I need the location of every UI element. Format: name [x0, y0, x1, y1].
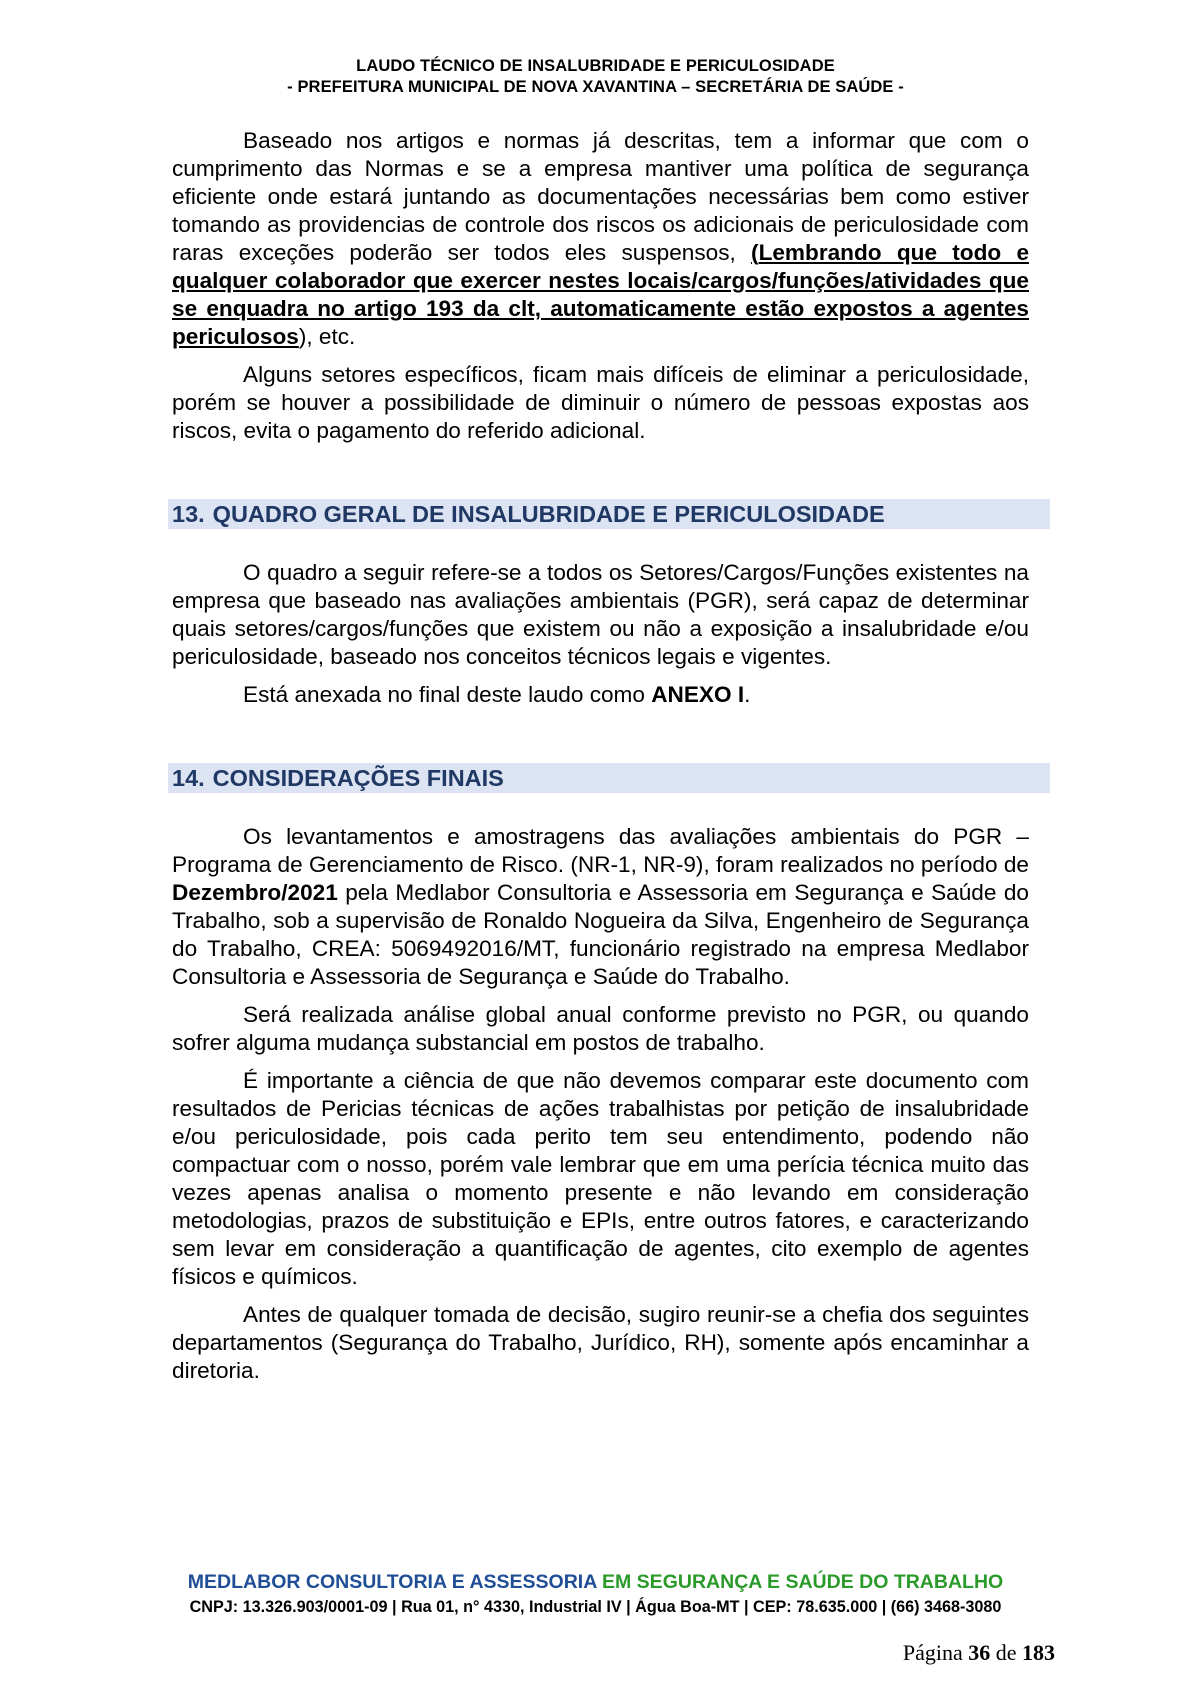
- page-current: 36: [968, 1640, 991, 1665]
- paragraph-pericias: É importante a ciência de que não devemos comparar este documento com resultados de Pericias técnicas de ações trabalhistas por petição de insalubridade e/ou periculosidade, pois cada perito tem seu entendimento, podendo não compactuar com o nosso, porém vale lembrar que em uma perícia técnica muito das vezes apenas analisa o momento presente e não levando em consideração metodologias, prazos de substituição e EPIs, entre outros fatores, e caracterizando sem levar em consideração a quantificação de agentes, cito exemplo de agentes físicos e químicos.: [172, 1068, 1029, 1289]
- page-header: [0, 56, 1191, 98]
- header-subtitle: - PREFEITURA MUNICIPAL DE NOVA XAVANTINA – SECRETÁRIA DE SAÚDE -: [287, 78, 904, 96]
- page-separator: de: [990, 1640, 1022, 1665]
- emphasis-paren-close: ): [298, 324, 307, 349]
- footer-address: CNPJ: 13.326.903/0001-09 | Rua 01, n° 4330, Industrial IV | Água Boa-MT | CEP: 78.635.000 | (66) 3468-3080: [189, 1598, 1002, 1616]
- paragraph-text: Está anexada no final deste laudo como: [243, 682, 652, 707]
- section-heading-14: [168, 763, 1050, 793]
- document-body: [172, 127, 1029, 1395]
- section-number: 13.: [172, 501, 205, 527]
- paragraph-text-end: pela Medlabor Consultoria e Assessoria em Segurança e Saúde do Trabalho, sob a supervisão de Ronaldo Nogueira da Silva, Engenheiro de Segurança do Trabalho, CREA: 5069492016/MT, funcionário registrado na empresa Medlabor Consultoria e Assessoria de Segurança e Saúde do Trabalho.: [172, 880, 1029, 989]
- paragraph-analise-global: Será realizada análise global anual conforme previsto no PGR, ou quando sofrer alguma mudança substancial em postos de trabalho.: [172, 1002, 1029, 1055]
- header-title: LAUDO TÉCNICO DE INSALUBRIDADE E PERICULOSIDADE: [356, 57, 835, 75]
- paragraph-text: Baseado nos artigos e normas já descritas, tem a informar que com o cumprimento das Normas e se a empresa mantiver uma política de segurança eficiente onde estará juntando as documentações necessárias bem como estiver tomando as providencias de controle dos riscos os adicionais de periculosidade com raras exceções poderão ser todos eles suspensos,: [172, 128, 1029, 265]
- paragraph-quadro: O quadro a seguir refere-se a todos os Setores/Cargos/Funções existentes na empresa que baseado nas avaliações ambientais (PGR), será capaz de determinar quais setores/cargos/funções que existem ou não a exposição a insalubridade e/ou periculosidade, baseado nos conceitos técnicos legais e vigentes.: [172, 560, 1029, 669]
- paragraph-text-end: , etc.: [306, 324, 356, 349]
- paragraph-setores-especificos: Alguns setores específicos, ficam mais difíceis de eliminar a periculosidade, porém se houver a possibilidade de diminuir o número de pessoas expostas aos riscos, evita o pagamento do referido adicional.: [172, 362, 1029, 443]
- paragraph-text: Os levantamentos e amostragens das avaliações ambientais do PGR – Programa de Gerenciamento de Risco. (NR-1, NR-9), foram realizados no período de: [172, 824, 1029, 877]
- paragraph-text-end: .: [744, 682, 751, 707]
- section-title: QUADRO GERAL DE INSALUBRIDADE E PERICULOSIDADE: [212, 501, 885, 527]
- footer-company-area: EM SEGURANÇA E SAÚDE DO TRABALHO: [596, 1571, 1004, 1593]
- paragraph-anexo: [172, 681, 1029, 709]
- page-total: 183: [1022, 1640, 1055, 1665]
- footer-company: [0, 1570, 1191, 1594]
- emphasis-text: Lembrando que todo e qualquer colaborador que exercer nestes locais/cargos/funções/atividades que se enquadra no artigo 193 da clt, automaticamente estão expostos a agentes periculosos: [172, 240, 1030, 349]
- page-label: Página: [902, 1640, 969, 1665]
- section-heading-13: [168, 499, 1050, 529]
- paragraph-periculosidade-suspensao: [172, 127, 1029, 351]
- section-title: CONSIDERAÇÕES FINAIS: [212, 765, 504, 791]
- paragraph-levantamentos: [172, 823, 1029, 991]
- period-date: Dezembro/2021: [172, 880, 338, 905]
- footer-company-name: MEDLABOR CONSULTORIA E ASSESSORIA: [187, 1571, 597, 1593]
- page-number: [903, 1640, 1055, 1666]
- emphasis-paren-open: (: [751, 240, 759, 265]
- section-number: 14.: [172, 765, 205, 791]
- anexo-label: ANEXO I: [651, 682, 745, 707]
- paragraph-tomada-decisao: Antes de qualquer tomada de decisão, sugiro reunir-se a chefia dos seguintes departamentos (Segurança do Trabalho, Jurídico, RH), somente após encaminhar a diretoria.: [172, 1302, 1029, 1383]
